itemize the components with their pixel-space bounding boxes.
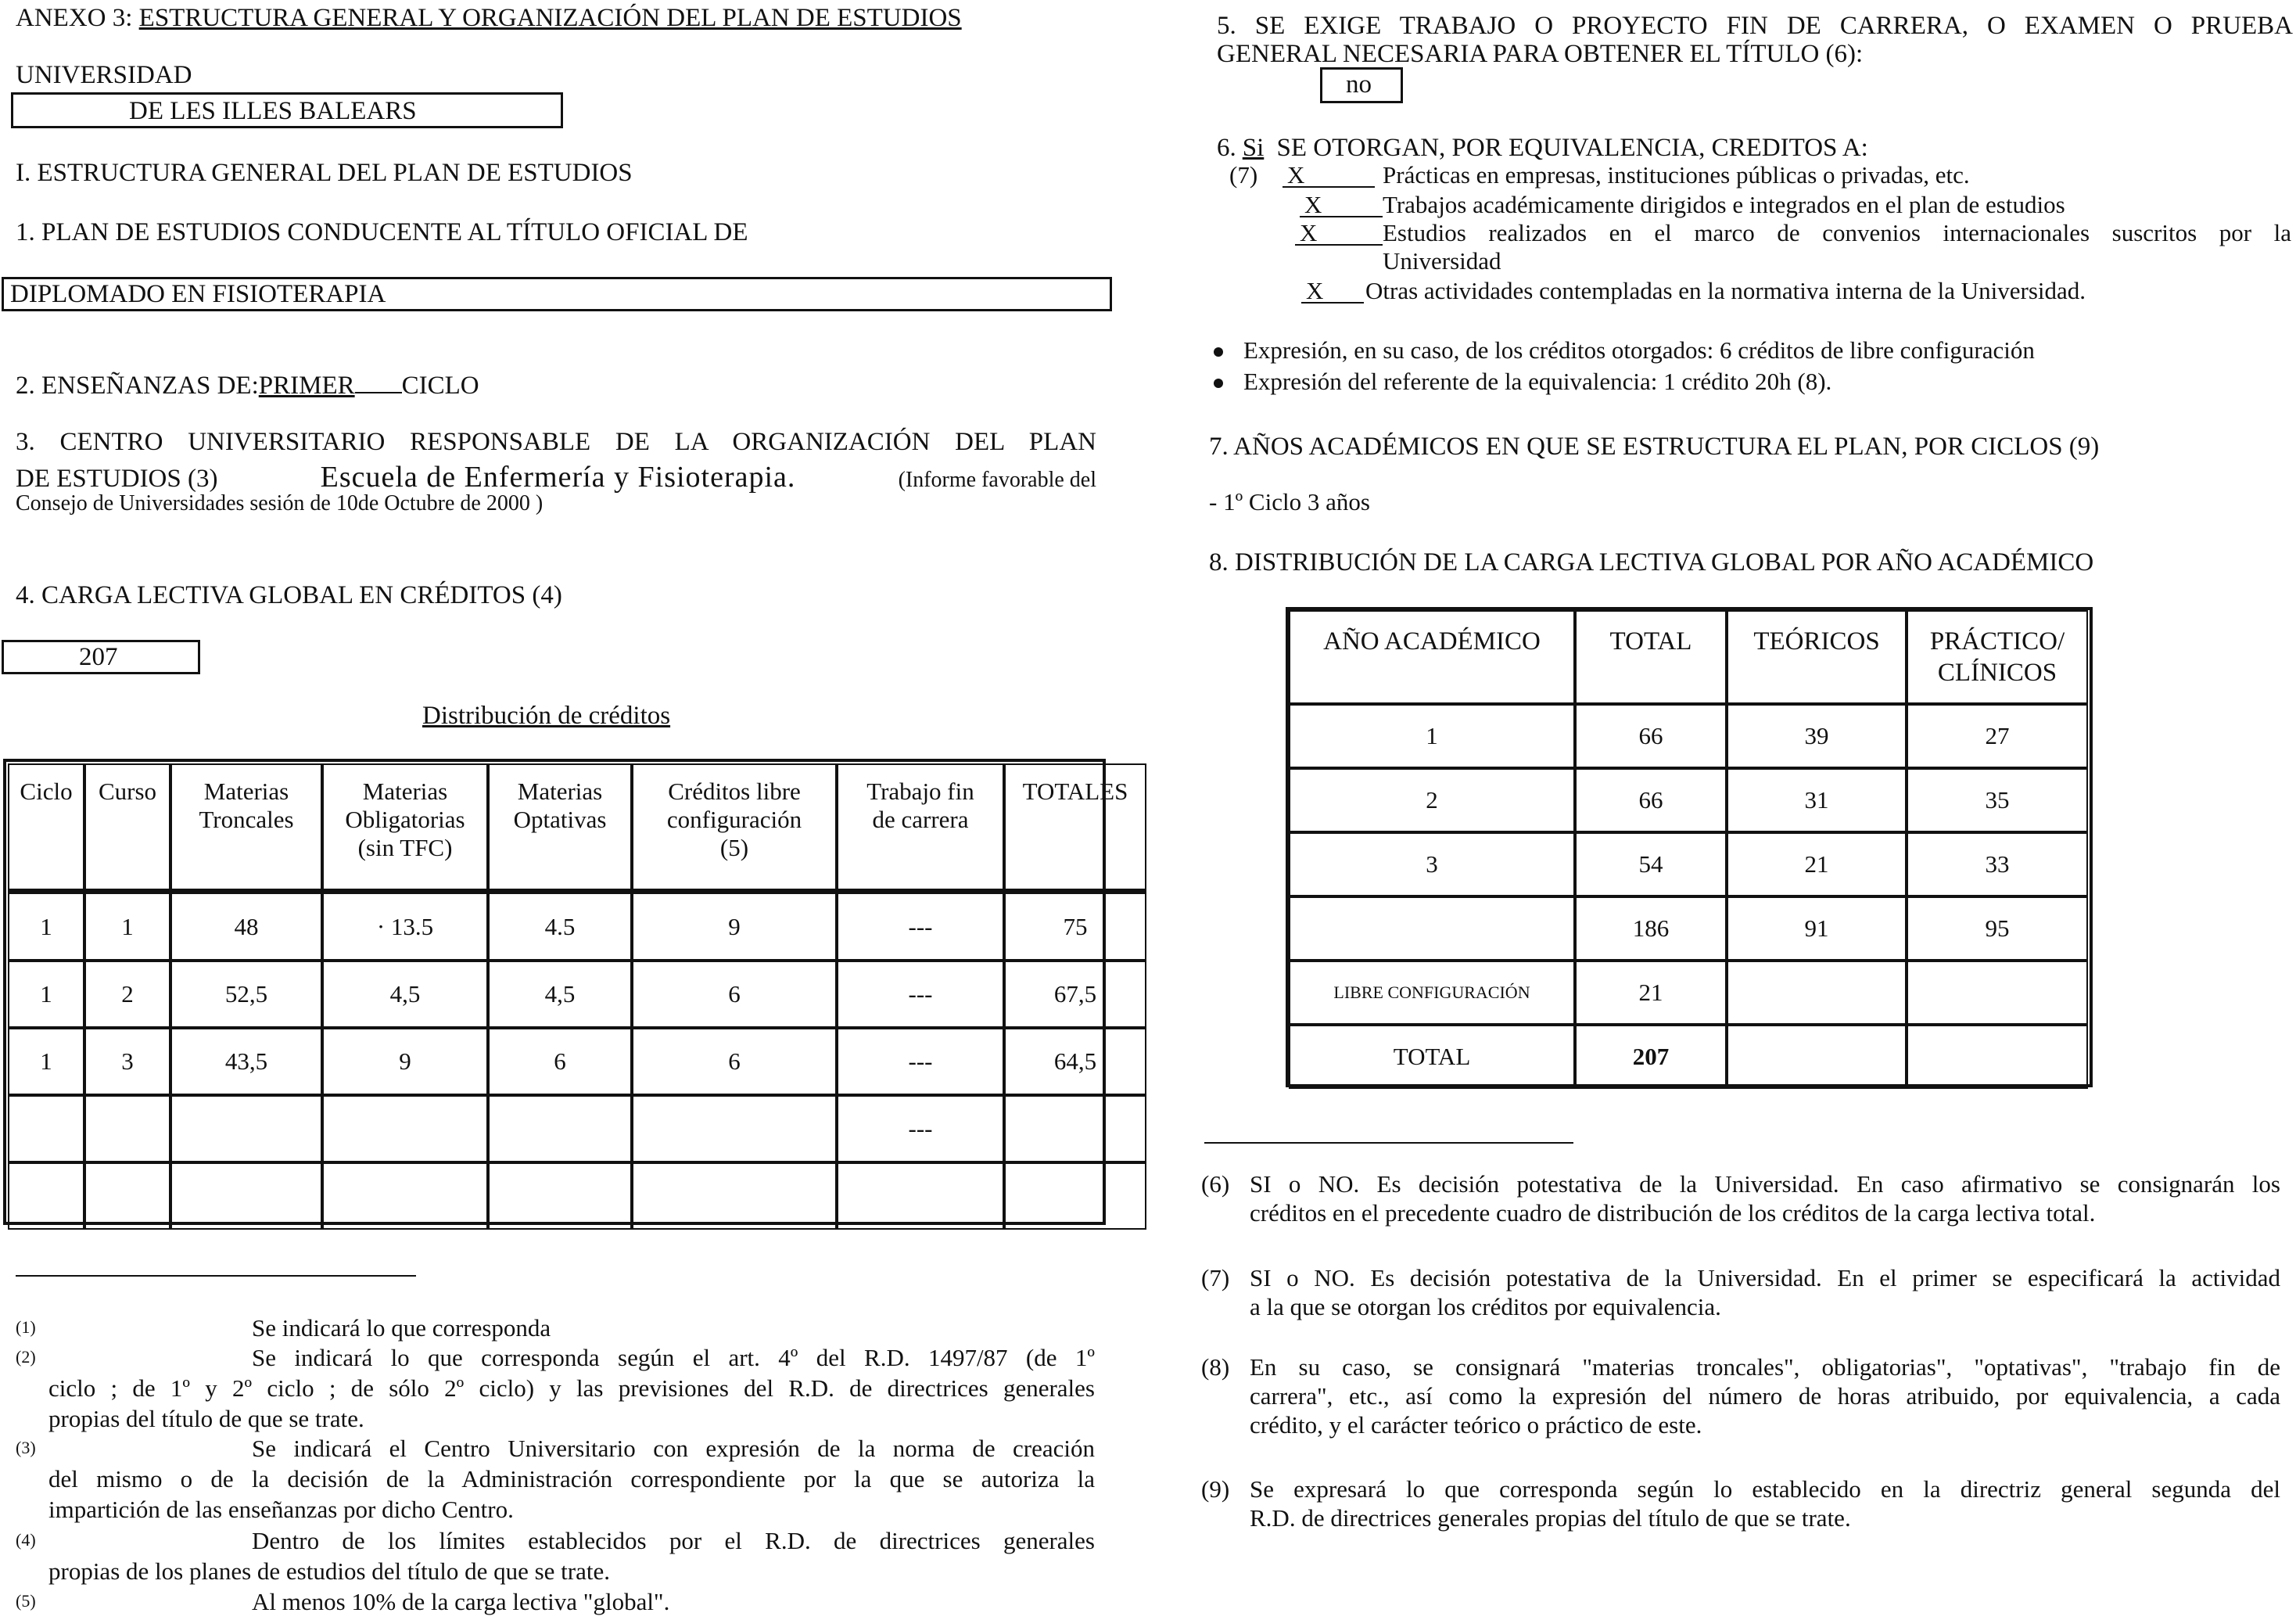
year-header-cell (1289, 610, 1575, 704)
distribution-title: Distribución de créditos (422, 702, 671, 730)
footnote-line: R.D. de directrices generales propias del título de que se trate. (1250, 1504, 1851, 1532)
credits-header-line: de carrera (872, 806, 969, 833)
credits-header-line: Curso (98, 778, 157, 805)
equivalence-text: Otras actividades contempladas en la normativa interna de la Universidad. (1365, 277, 2086, 304)
year-header-line: CLÍNICOS (1937, 659, 2057, 687)
year-cell (1907, 1025, 2088, 1089)
year-cell: 31 (1727, 768, 1907, 832)
year-header-line: TEÓRICOS (1753, 627, 1880, 656)
credits-cell: 1 (8, 1028, 84, 1095)
credits-cell (1004, 1095, 1146, 1162)
year-row (1289, 768, 2088, 832)
credits-header-cell (1004, 763, 1146, 890)
year-cell: TOTAL (1289, 1025, 1575, 1089)
footnote-line: propias de los planes de estudios del título de que se trate. (48, 1557, 610, 1585)
footnote-line: ciclo ; de 1º y 2º ciclo ; de sólo 2º ciclo) y las previsiones del R.D. de directrices generales (48, 1374, 1095, 1402)
credits-cell: 64,5 (1004, 1028, 1146, 1095)
credits-row (8, 1028, 1146, 1095)
credits-table (8, 763, 1146, 1230)
footnote-number: (3) (16, 1438, 36, 1457)
footnote-number: (5) (16, 1591, 36, 1611)
footnote-rule-right (1204, 1142, 1573, 1144)
credits-cell: --- (837, 890, 1004, 961)
bullet-text: Expresión, en su caso, de los créditos otorgados: 6 créditos de libre configuración (1243, 336, 2035, 364)
total-credits-box (2, 640, 200, 674)
equivalence-text: Estudios realizados en el marco de convenios internacionales suscritos por la (1383, 219, 2291, 246)
credits-header-cell (322, 763, 488, 890)
year-cell (1727, 1025, 1907, 1089)
footnote-line: Se indicará lo que corresponda según el art. 4º del R.D. 1497/87 (de 1º (252, 1344, 1095, 1371)
year-cell: 54 (1575, 832, 1727, 896)
year-cell: 35 (1907, 768, 2088, 832)
credits-header-line: Ciclo (20, 778, 73, 805)
credits-header-cell (488, 763, 632, 890)
footnote-line: del mismo o de la decisión de la Administración correspondiente por la que se autoriza la (48, 1465, 1095, 1492)
bullet-dot (1214, 347, 1223, 357)
credits-header-line: Materias (517, 778, 603, 805)
credits-cell (488, 1095, 632, 1162)
credits-cell: · 13.5 (322, 890, 488, 961)
footnote-line: Dentro de los límites establecidos por el R.D. de directrices generales (252, 1527, 1095, 1554)
credits-cell: 1 (84, 890, 170, 961)
section-3-line2: DE ESTUDIOS (3) Escuela de Enfermería y Fisioterapia. (Informe favorable del (16, 461, 1096, 494)
year-cell: 2 (1289, 768, 1575, 832)
year-cell: 21 (1727, 832, 1907, 896)
credits-cell: 9 (322, 1028, 488, 1095)
year-cell: 3 (1289, 832, 1575, 896)
cycle-line: - 1º Ciclo 3 años (1209, 488, 1370, 515)
credits-cell: 4,5 (322, 961, 488, 1028)
section-4-heading: 4. CARGA LECTIVA GLOBAL EN CRÉDITOS (4) (16, 581, 562, 609)
university-name: DE LES ILLES BALEARS (129, 97, 417, 125)
equivalence-text: Universidad (1383, 247, 1501, 275)
credits-row (8, 1162, 1146, 1230)
equivalence-underline (1300, 216, 1383, 217)
year-row (1289, 704, 2088, 768)
section-5-answer: no (1346, 70, 1372, 99)
bullet-dot (1214, 379, 1223, 388)
year-cell: 186 (1575, 896, 1727, 961)
credits-cell: 9 (632, 890, 837, 961)
credits-cell: 48 (170, 890, 322, 961)
credits-row (8, 890, 1146, 961)
year-cell: 66 (1575, 704, 1727, 768)
credits-header-row (8, 763, 1146, 890)
credits-cell: 1 (8, 890, 84, 961)
year-cell: 39 (1727, 704, 1907, 768)
footnote-number: (1) (16, 1317, 36, 1337)
section-6-heading: 6. Si SE OTORGAN, POR EQUIVALENCIA, CREDITOS A: (1217, 134, 1868, 162)
equivalence-mark: X (1306, 277, 1324, 304)
year-row (1289, 896, 2088, 961)
credits-cell (322, 1095, 488, 1162)
year-header-cell (1727, 610, 1907, 704)
section-7-heading: 7. AÑOS ACADÉMICOS EN QUE SE ESTRUCTURA EL PLAN, POR CICLOS (9) (1209, 433, 2100, 461)
footnote-line: Se indicará lo que corresponda (252, 1314, 551, 1342)
credits-cell: 52,5 (170, 961, 322, 1028)
credits-header-cell (632, 763, 837, 890)
credits-cell: 43,5 (170, 1028, 322, 1095)
credits-cell (84, 1095, 170, 1162)
footnote-line: Se expresará lo que corresponda según lo establecido en la directriz general segunda del (1250, 1475, 2280, 1503)
year-row (1289, 961, 2088, 1025)
year-table (1289, 610, 2088, 1089)
footnote-line: propias del título de que se trate. (48, 1405, 364, 1432)
footnote-line: impartición de las enseñanzas por dicho Centro. (48, 1496, 514, 1523)
credits-cell: --- (837, 1028, 1004, 1095)
credits-header-cell (8, 763, 84, 890)
credits-header-line: Materias (362, 778, 448, 805)
equivalence-text: Trabajos académicamente dirigidos e integrados en el plan de estudios (1383, 191, 2065, 218)
credits-cell (170, 1162, 322, 1230)
year-header-line: PRÁCTICO/ (1929, 627, 2065, 656)
section-5-line1: 5. SE EXIGE TRABAJO O PROYECTO FIN DE CARRERA, O EXAMEN O PRUEBA (1217, 12, 2293, 40)
credits-cell: 4,5 (488, 961, 632, 1028)
credits-row (8, 961, 1146, 1028)
year-cell: 66 (1575, 768, 1727, 832)
footnote-number: (2) (16, 1347, 36, 1367)
footnote-line: SI o NO. Es decisión potestativa de la Universidad. En el primer se especificará la actividad (1250, 1264, 2280, 1291)
credits-header-line: Optativas (513, 806, 607, 833)
credits-header-cell (837, 763, 1004, 890)
year-cell (1289, 896, 1575, 961)
credits-cell: 6 (632, 961, 837, 1028)
section-6-answer: Si (1242, 134, 1265, 162)
total-credits-value: 207 (79, 643, 118, 671)
section-I-heading: I. ESTRUCTURA GENERAL DEL PLAN DE ESTUDIOS (16, 159, 633, 187)
footnote-rule-left (16, 1275, 416, 1277)
center-name: Escuela de Enfermería y Fisioterapia. (320, 461, 796, 494)
credits-cell (170, 1095, 322, 1162)
credits-header-line: (sin TFC) (357, 834, 453, 861)
equivalence-mark: X (1300, 219, 1318, 246)
section-8-heading: 8. DISTRIBUCIÓN DE LA CARGA LECTIVA GLOBAL POR AÑO ACADÉMICO (1209, 548, 2094, 577)
bullet-text: Expresión del referente de la equivalencia: 1 crédito 20h (8). (1243, 368, 1832, 395)
footnote-number: (4) (16, 1530, 36, 1550)
credits-header-line: Créditos libre (668, 778, 801, 805)
credits-header-line: Trabajo fin (866, 778, 974, 805)
year-cell: 207 (1575, 1025, 1727, 1089)
credits-cell: --- (837, 961, 1004, 1028)
footnote-line: Al menos 10% de la carga lectiva "global". (252, 1588, 670, 1615)
credits-cell: 67,5 (1004, 961, 1146, 1028)
year-cell: 1 (1289, 704, 1575, 768)
credits-cell (632, 1095, 837, 1162)
footnote-line: créditos en el precedente cuadro de distribución de los créditos de la carga lectiva total. (1250, 1199, 2096, 1227)
university-label: UNIVERSIDAD (16, 61, 192, 89)
credits-header-line: TOTALES (1022, 778, 1128, 805)
credits-cell (1004, 1162, 1146, 1230)
footnote-line: carrera", etc., así como la expresión del número de horas atribuido, por equivalencia, a cada (1250, 1382, 2280, 1410)
footnote-line: En su caso, se consignará "materias troncales", obligatorias", "optativas", "trabajo fin de (1250, 1353, 2280, 1381)
year-header-line: AÑO ACADÉMICO (1323, 627, 1541, 656)
equivalence-text: Prácticas en empresas, instituciones públicas o privadas, etc. (1383, 161, 1970, 189)
footnote-line: crédito, y el carácter teórico o práctico de este. (1250, 1411, 1702, 1439)
credits-cell: 6 (632, 1028, 837, 1095)
credits-cell: 2 (84, 961, 170, 1028)
credits-cell (488, 1162, 632, 1230)
section-3-line3: Consejo de Universidades sesión de 10de Octubre de 2000 ) (16, 491, 544, 515)
credits-cell: 6 (488, 1028, 632, 1095)
credits-cell: --- (837, 1095, 1004, 1162)
section-5-line2: GENERAL NECESARIA PARA OBTENER EL TÍTULO (6): (1217, 40, 1864, 68)
footnote-number: (8) (1201, 1353, 1230, 1381)
equivalence-underline (1301, 302, 1364, 304)
degree-box (2, 277, 1112, 311)
year-header-cell (1907, 610, 2088, 704)
footnote-number: (6) (1201, 1170, 1230, 1198)
year-cell (1727, 961, 1907, 1025)
year-header-row (1289, 610, 2088, 704)
section-6-ref: (7) (1229, 161, 1258, 189)
credits-cell (837, 1162, 1004, 1230)
section-1-heading: 1. PLAN DE ESTUDIOS CONDUCENTE AL TÍTULO OFICIAL DE (16, 218, 748, 246)
credits-cell (8, 1162, 84, 1230)
credits-cell (322, 1162, 488, 1230)
footnote-line: Se indicará el Centro Universitario con expresión de la norma de creación (252, 1435, 1095, 1462)
year-cell: 33 (1907, 832, 2088, 896)
university-box (11, 92, 563, 128)
footnote-number: (7) (1201, 1264, 1230, 1291)
credits-cell: 3 (84, 1028, 170, 1095)
year-header-line: TOTAL (1609, 627, 1692, 656)
year-cell: 27 (1907, 704, 2088, 768)
footnote-line: SI o NO. Es decisión potestativa de la Universidad. En caso afirmativo se consignarán los (1250, 1170, 2280, 1198)
credits-cell (84, 1162, 170, 1230)
equivalence-underline (1283, 186, 1375, 188)
equivalence-underline (1295, 244, 1383, 246)
year-cell: LIBRE CONFIGURACIÓN (1289, 961, 1575, 1025)
year-cell (1907, 961, 2088, 1025)
credits-cell (632, 1162, 837, 1230)
degree-name: DIPLOMADO EN FISIOTERAPIA (10, 280, 386, 308)
credits-header-cell (170, 763, 322, 890)
equivalence-mark: X (1304, 191, 1322, 218)
credits-cell: 75 (1004, 890, 1146, 961)
equivalence-mark: X (1287, 161, 1305, 189)
credits-header-cell (84, 763, 170, 890)
annex-heading: ANEXO 3: ESTRUCTURA GENERAL Y ORGANIZACIÓN DEL PLAN DE ESTUDIOS (16, 4, 962, 32)
section-2-heading: 2. ENSEÑANZAS DE:PRIMER CICLO (16, 372, 479, 400)
footnote-number: (9) (1201, 1475, 1230, 1503)
section-5-answer-box (1320, 67, 1403, 103)
credits-header-line: Materias (203, 778, 289, 805)
credits-header-line: (5) (719, 834, 749, 861)
footnote-line: a la que se otorgan los créditos por equivalencia. (1250, 1293, 1721, 1320)
credits-cell: 4.5 (488, 890, 632, 961)
year-row (1289, 1025, 2088, 1089)
credits-header-line: configuración (666, 806, 802, 833)
credits-row (8, 1095, 1146, 1162)
section-2-value: PRIMER (258, 372, 355, 400)
year-row (1289, 832, 2088, 896)
year-cell: 21 (1575, 961, 1727, 1025)
year-cell: 91 (1727, 896, 1907, 961)
section-3-line1: 3. CENTRO UNIVERSITARIO RESPONSABLE DE LA ORGANIZACIÓN DEL PLAN (16, 428, 1096, 456)
year-header-cell (1575, 610, 1727, 704)
year-cell: 95 (1907, 896, 2088, 961)
credits-cell: 1 (8, 961, 84, 1028)
credits-header-line: Troncales (199, 806, 294, 833)
credits-header-line: Obligatorias (345, 806, 465, 833)
credits-cell (8, 1095, 84, 1162)
